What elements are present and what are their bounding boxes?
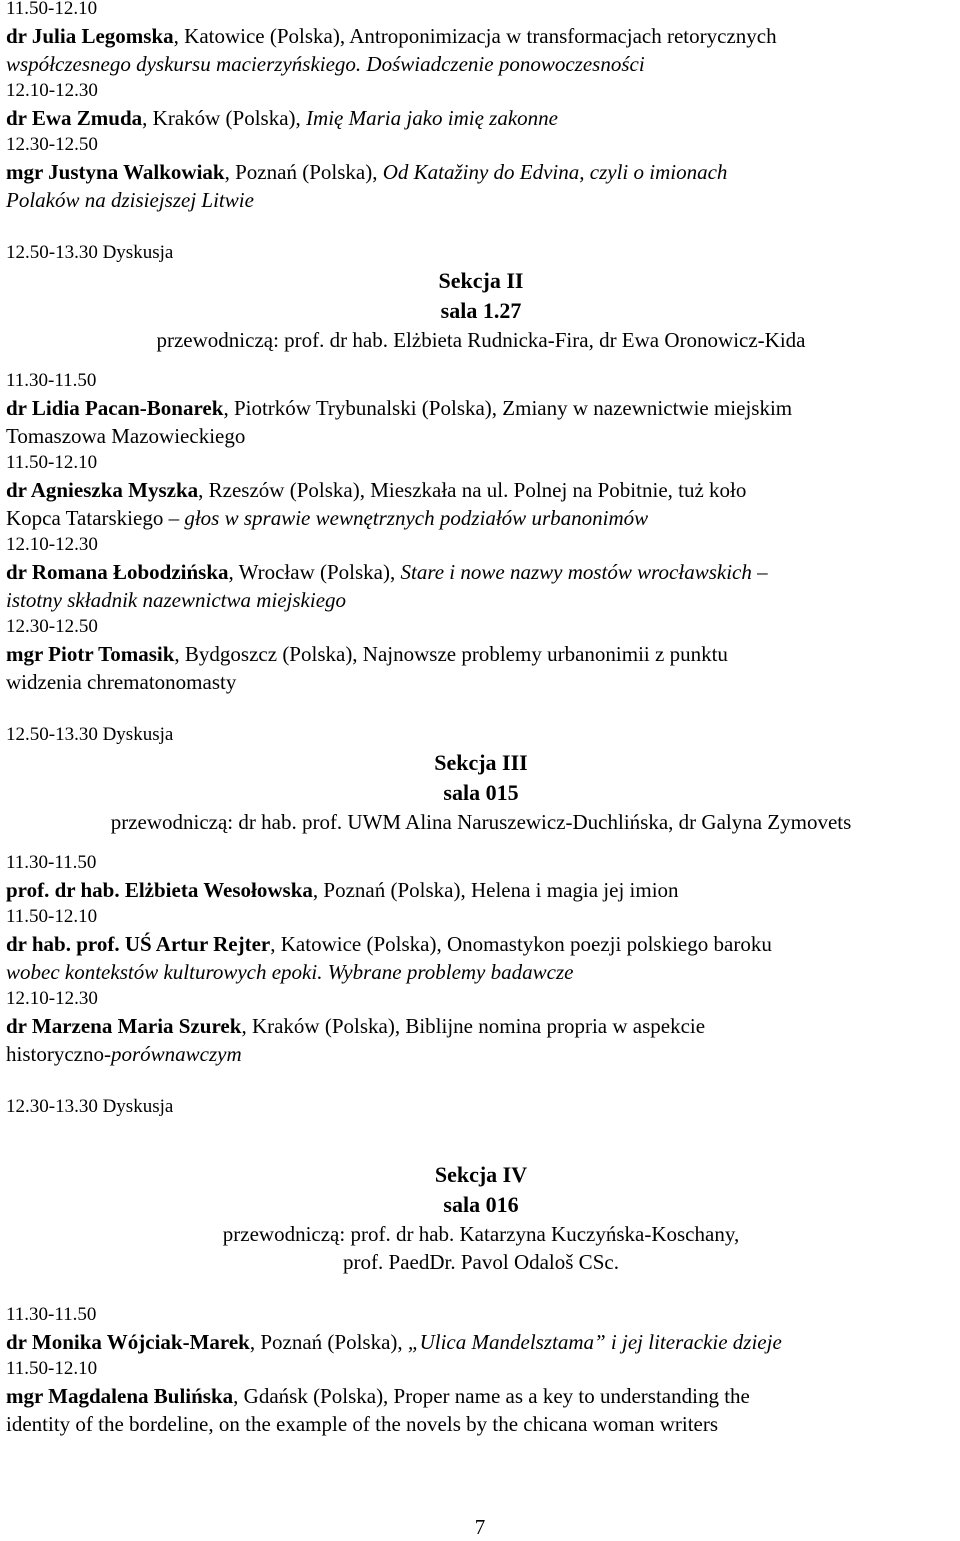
speaker-name: dr hab. prof. UŚ Artur Rejter <box>6 932 271 956</box>
talk-entry <box>6 1012 956 1040</box>
talk-title-italic: jako imię zakonne <box>406 106 558 130</box>
talk-title-cont: identity of the bordeline, on the example of the novels by the chicana woman writers <box>6 1412 719 1436</box>
talk-title: „Ulica Mandelsztama” i jej literackie dzieje <box>407 1330 782 1354</box>
talk-title: Stare i nowe nazwy mostów wrocławskich – <box>400 560 768 584</box>
speaker-name: dr Agnieszka Myszka <box>6 478 199 502</box>
talk-title-cont <box>6 1040 956 1068</box>
talk-title-italic: głos w sprawie wewnętrznych podziałów urbanonimów <box>184 506 649 530</box>
time-slot: 11.50-12.10 <box>6 1358 98 1379</box>
speaker-name: mgr Magdalena Bulińska <box>6 1384 234 1408</box>
time-slot: 11.50-12.10 <box>6 452 98 473</box>
talk-title: Antroponimizacja w transformacjach retorycznych <box>349 24 777 48</box>
speaker-affiliation: , Katowice (Polska), <box>173 24 350 48</box>
speaker-affiliation: , Poznań (Polska), <box>249 1330 408 1354</box>
section-chairs: przewodniczą: dr hab. prof. UWM Alina Naruszewicz-Duchlińska, dr Galyna Zymovets <box>110 810 852 834</box>
section-title: Sekcja IV <box>434 1162 528 1187</box>
talk-title-cont: wobec kontekstów kulturowych epoki. Wybrane problemy badawcze <box>6 960 574 984</box>
talk-entry <box>6 558 956 586</box>
talk-entry <box>6 158 956 186</box>
talk-entry <box>6 22 956 50</box>
talk-entry <box>6 930 956 958</box>
talk-title-plain: historyczno- <box>6 1042 111 1066</box>
speaker-name: dr Monika Wójciak-Marek <box>6 1330 250 1354</box>
speaker-name: dr Marzena Maria Szurek <box>6 1014 242 1038</box>
speaker-affiliation: , Wrocław (Polska), <box>228 560 401 584</box>
talk-entry <box>6 476 956 504</box>
section-room: sala 015 <box>443 780 519 805</box>
discussion-slot: 12.50-13.30 Dyskusja <box>6 242 174 263</box>
talk-title-cont <box>6 504 956 532</box>
talk-entry <box>6 104 956 132</box>
talk-rest: , Piotrków Trybunalski (Polska), Zmiany w nazewnictwie miejskim <box>223 396 793 420</box>
talk-rest: , Rzeszów (Polska), Mieszkała na ul. Polnej na Pobitnie, tuż koło <box>198 478 747 502</box>
section-room: sala 1.27 <box>440 298 522 323</box>
time-slot: 12.30-12.50 <box>6 134 98 155</box>
section-chairs: przewodniczą: prof. dr hab. Elżbieta Rudnicka-Fira, dr Ewa Oronowicz-Kida <box>156 328 806 352</box>
talk-entry <box>6 1328 956 1356</box>
section-title: Sekcja II <box>438 268 524 293</box>
section-title: Sekcja III <box>434 750 528 775</box>
discussion-slot: 12.50-13.30 Dyskusja <box>6 724 174 745</box>
time-slot: 12.10-12.30 <box>6 80 98 101</box>
speaker-name: dr Lidia Pacan-Bonarek <box>6 396 224 420</box>
programme-page <box>6 0 956 1438</box>
speaker-name: mgr Piotr Tomasik <box>6 642 175 666</box>
talk-title-cont: współczesnego dyskursu macierzyńskiego. Doświadczenie ponowoczesności <box>6 52 645 76</box>
time-slot: 12.10-12.30 <box>6 988 98 1009</box>
section-room: sala 016 <box>443 1192 519 1217</box>
talk-entry <box>6 394 956 422</box>
talk-title-plain: Kopca Tatarskiego – <box>6 506 185 530</box>
time-slot: 11.30-11.50 <box>6 1304 97 1325</box>
time-slot: 12.10-12.30 <box>6 534 98 555</box>
talk-title-cont: Tomaszowa Mazowieckiego <box>6 424 246 448</box>
talk-title-italic: porównawczym <box>110 1042 242 1066</box>
talk-rest: , Gdańsk (Polska), Proper name as a key to understanding the <box>233 1384 750 1408</box>
time-slot: 11.30-11.50 <box>6 370 97 391</box>
speaker-name: prof. dr hab. Elżbieta Wesołowska <box>6 878 313 902</box>
talk-entry <box>6 640 956 668</box>
talk-rest: , Katowice (Polska), Onomastykon poezji polskiego baroku <box>270 932 772 956</box>
talk-title-cont: istotny składnik nazewnictwa miejskiego <box>6 588 347 612</box>
talk-title-cont: Polaków na dzisiejszej Litwie <box>6 188 254 212</box>
talk-title: Od Katažiny do Edvina, czyli o imionach <box>382 160 728 184</box>
section-chairs-cont: prof. PaedDr. Pavol Odaloš CSc. <box>343 1250 619 1274</box>
time-slot: 12.30-12.50 <box>6 616 98 637</box>
time-slot: 11.50-12.10 <box>6 0 98 19</box>
talk-title: Imię Maria <box>306 106 407 130</box>
time-slot: 11.50-12.10 <box>6 906 98 927</box>
talk-title-cont: widzenia chrematonomasty <box>6 670 237 694</box>
talk-entry <box>6 1382 956 1410</box>
section-chairs: przewodniczą: prof. dr hab. Katarzyna Kuczyńska-Koschany, <box>222 1222 740 1246</box>
speaker-name: mgr Justyna Walkowiak <box>6 160 225 184</box>
page-number: 7 <box>474 1515 486 1539</box>
talk-entry <box>6 876 956 904</box>
speaker-name: dr Ewa Zmuda <box>6 106 143 130</box>
talk-rest: , Poznań (Polska), Helena i magia jej imion <box>312 878 679 902</box>
talk-rest: , Kraków (Polska), Biblijne nomina propria w aspekcie <box>241 1014 706 1038</box>
talk-rest: , Bydgoszcz (Polska), Najnowsze problemy urbanonimii z punktu <box>174 642 728 666</box>
speaker-affiliation: , Kraków (Polska), <box>142 106 307 130</box>
speaker-name: dr Julia Legomska <box>6 24 174 48</box>
speaker-name: dr Romana Łobodzińska <box>6 560 229 584</box>
discussion-slot: 12.30-13.30 Dyskusja <box>6 1096 174 1117</box>
time-slot: 11.30-11.50 <box>6 852 97 873</box>
speaker-affiliation: , Poznań (Polska), <box>224 160 383 184</box>
